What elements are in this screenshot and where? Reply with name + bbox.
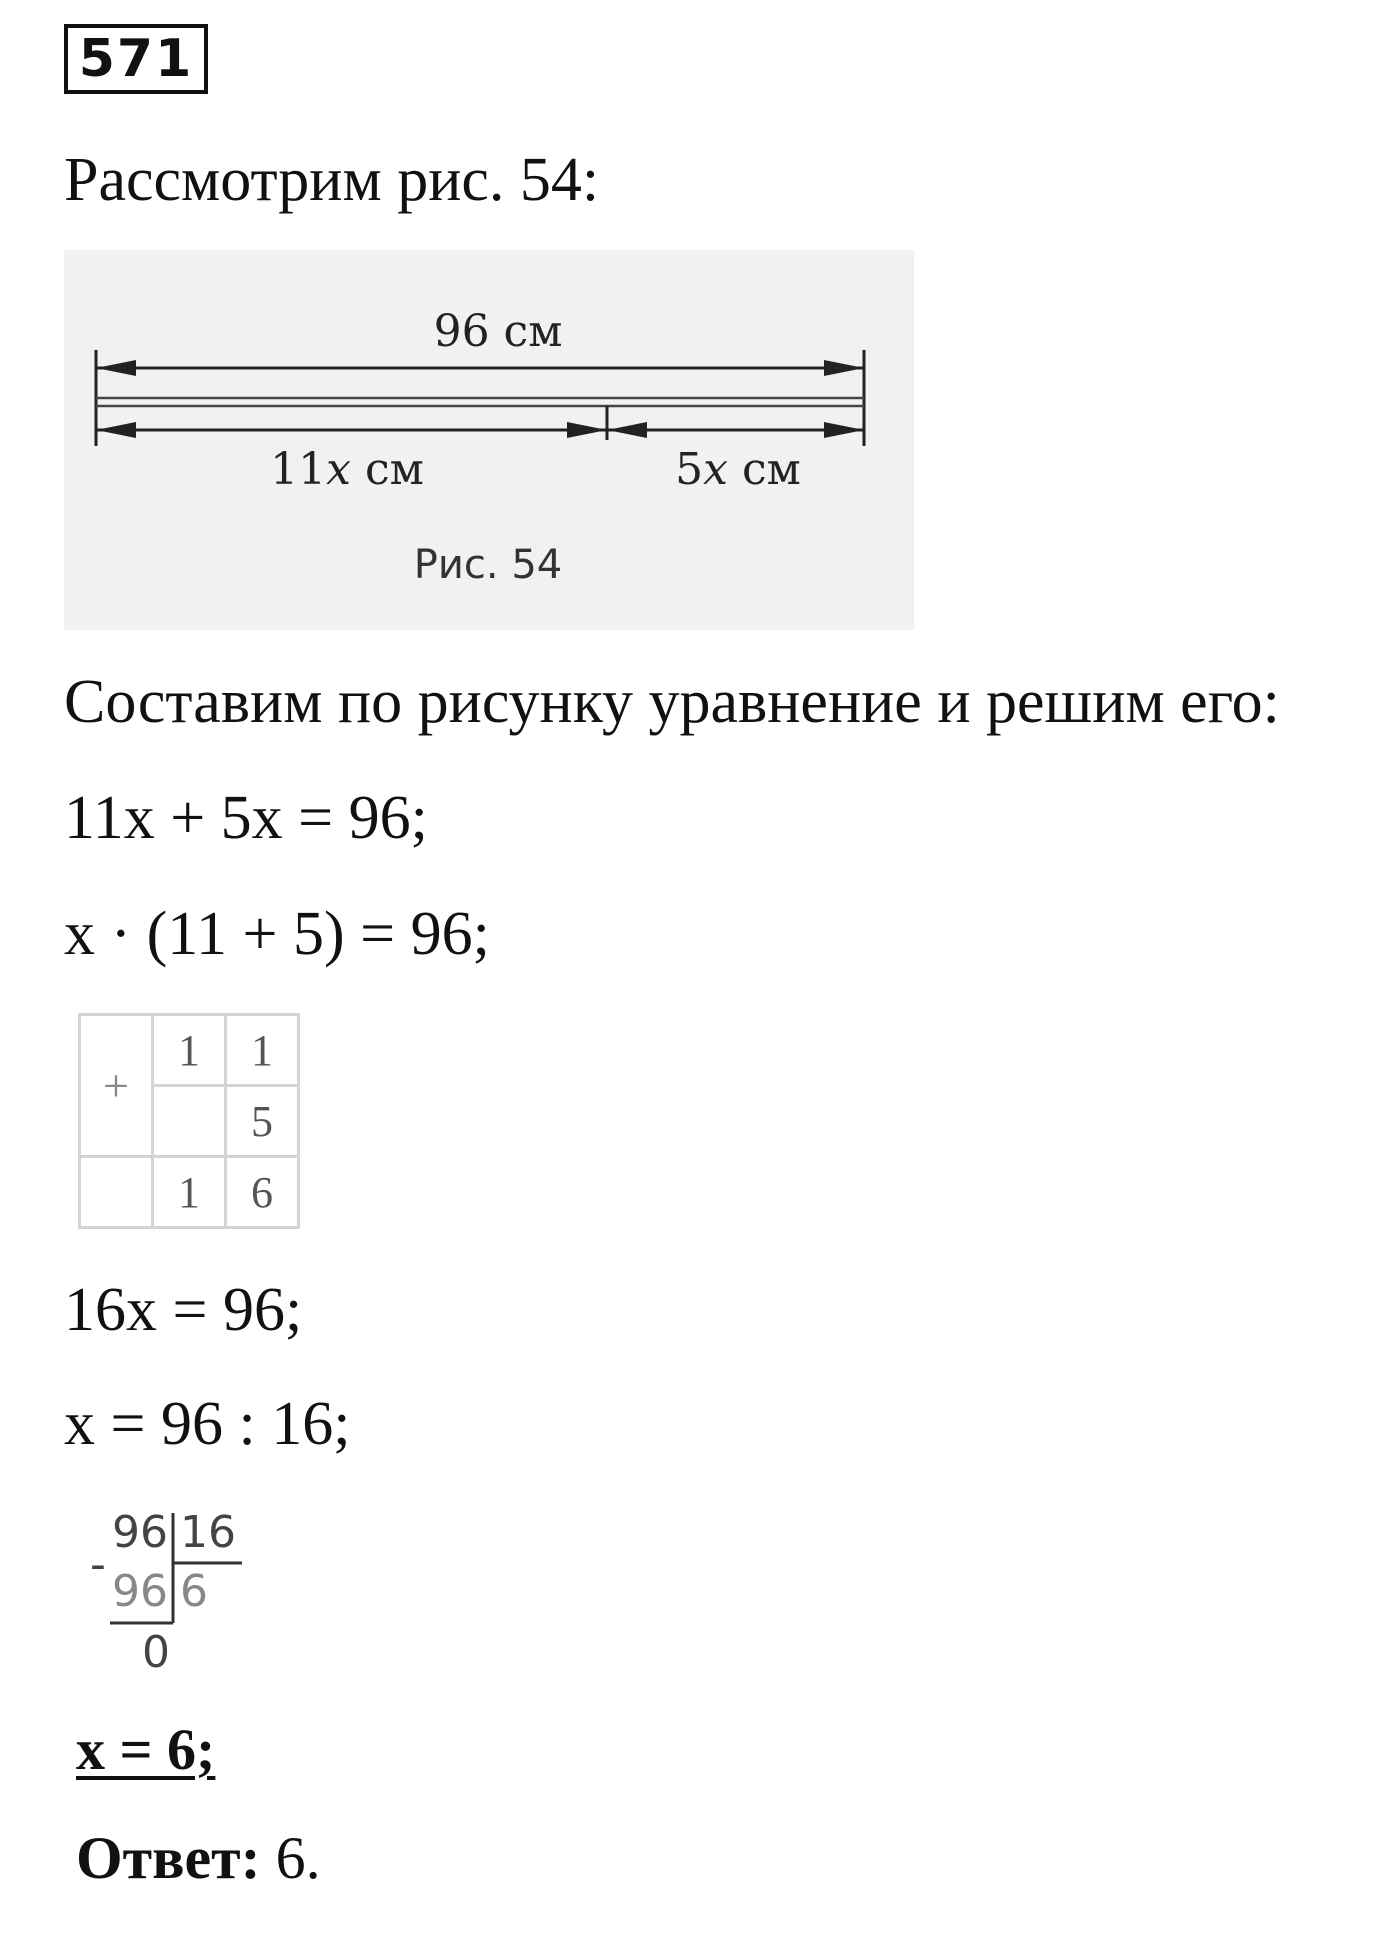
arrowhead-right-part-end: [824, 422, 864, 438]
arrowhead-left-part-start: [96, 422, 136, 438]
result-x: x = 6;: [76, 1717, 216, 1782]
compose-text: Составим по рисунку уравнение и решим его:: [64, 668, 1280, 736]
equation-2: x · (11 + 5) = 96;: [64, 900, 490, 968]
right-part-var: x: [703, 444, 728, 495]
division-quotient: 6: [180, 1566, 208, 1617]
arrowhead-right-part-start: [607, 422, 647, 438]
answer-value: 6.: [260, 1825, 321, 1891]
total-length-label: 96 см: [433, 306, 563, 357]
figure-caption: Рис. 54: [413, 542, 563, 588]
right-part-coef: 5: [675, 444, 704, 495]
long-division: [82, 1505, 282, 1695]
equation-3: 16x = 96;: [64, 1276, 303, 1344]
intro-text: Рассмотрим рис. 54:: [64, 146, 600, 214]
equation-4: x = 96 : 16;: [64, 1390, 351, 1458]
segment-diagram: [64, 250, 914, 630]
division-dividend: 96: [112, 1507, 168, 1558]
division-minus-sign: -: [90, 1539, 106, 1590]
right-part-unit: см: [741, 444, 801, 495]
plus-sign: +: [80, 1015, 153, 1157]
figure-54: [64, 250, 914, 630]
addend2-digit-tens: [153, 1086, 226, 1157]
addend1-digit-tens: 1: [153, 1015, 226, 1086]
left-part-coef: 11: [270, 444, 327, 495]
left-part-label: [270, 444, 424, 495]
answer-line: [76, 1823, 321, 1893]
arrowhead-left: [96, 360, 136, 376]
sum-digit-ones: 6: [226, 1157, 299, 1228]
division-subtrahend: 96: [112, 1566, 168, 1617]
addend2-digit-ones: 5: [226, 1086, 299, 1157]
arrowhead-left-part-end: [567, 422, 607, 438]
problem-number: 571: [64, 24, 208, 94]
addend1-digit-ones: 1: [226, 1015, 299, 1086]
sum-empty-cell: [80, 1157, 153, 1228]
column-addition: [78, 1013, 300, 1229]
left-part-unit: см: [364, 444, 424, 495]
left-part-var: x: [326, 444, 351, 495]
division-remainder: 0: [142, 1627, 170, 1678]
equation-1: 11x + 5x = 96;: [64, 784, 428, 852]
right-part-label: [675, 444, 801, 495]
answer-label: Ответ:: [76, 1825, 261, 1891]
sum-digit-tens: 1: [153, 1157, 226, 1228]
division-divisor: 16: [180, 1507, 236, 1558]
arrowhead-right: [824, 360, 864, 376]
long-division-graphic: [82, 1505, 282, 1695]
